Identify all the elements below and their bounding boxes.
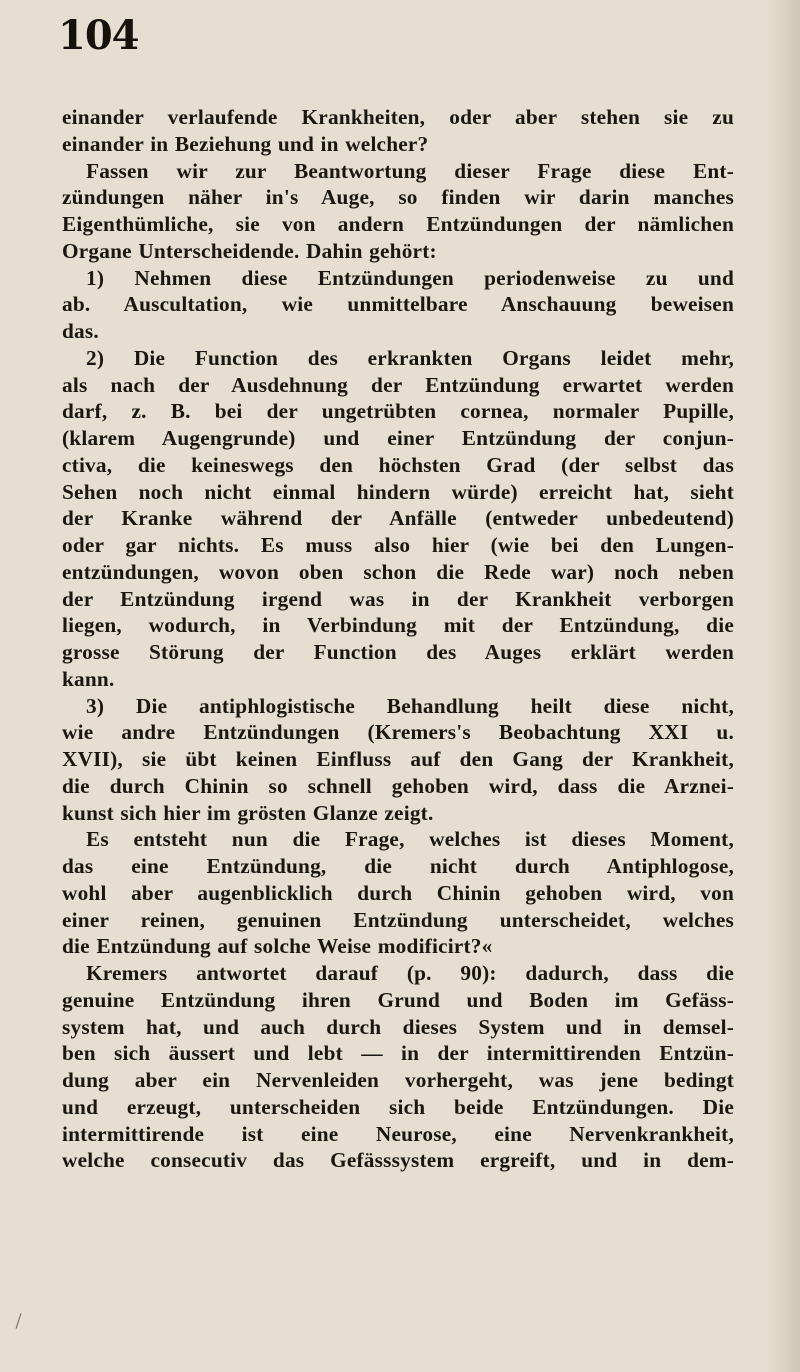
text-line: Es entsteht nun die Frage, welches ist dieses Moment, xyxy=(86,827,734,852)
text-line: die Entzündung auf solche Weise modificirt?« xyxy=(62,934,493,959)
text-line: dung aber ein Nervenleiden vorhergeht, was jene bedingt xyxy=(62,1068,734,1092)
text-line: Kremers antwortet darauf (p. 90): dadurch, dass die xyxy=(86,961,734,985)
text-line: und erzeugt, unterscheiden sich beide Entzündungen. Die xyxy=(62,1094,734,1119)
text-line: einander in Beziehung und in welcher? xyxy=(62,131,429,156)
text-line: wohl aber augenblicklich durch Chinin gehoben wird, von xyxy=(62,880,734,905)
text-line: system hat, und auch durch dieses System und in demsel- xyxy=(62,1014,734,1039)
text-line: kunst sich hier im grösten Glanze zeigt. xyxy=(62,800,434,825)
text-line: 2) Die Function des erkrankten Organs leidet mehr, xyxy=(86,345,734,370)
body-text xyxy=(62,104,734,1174)
text-line: die durch Chinin so schnell gehoben wird, dass die Arznei- xyxy=(62,773,734,798)
text-line: einer reinen, genuinen Entzündung unterscheidet, welches xyxy=(62,907,734,932)
text-line: XVII), sie übt keinen Einfluss auf den Gang der Krankheit, xyxy=(62,747,734,771)
text-line: als nach der Ausdehnung der Entzündung erwartet werden xyxy=(62,372,734,397)
text-line: der Entzündung irgend was in der Krankheit verborgen xyxy=(62,586,734,611)
text-line: ab. Auscultation, wie unmittelbare Anschauung beweisen xyxy=(62,292,734,317)
text-line: wie andre Entzündungen (Kremers's Beobachtung XXI u. xyxy=(62,720,734,745)
text-line: (klarem Augengrunde) und einer Entzündung der conjun- xyxy=(62,426,734,450)
text-line: liegen, wodurch, in Verbindung mit der Entzündung, die xyxy=(62,613,734,638)
text-line: oder gar nichts. Es muss also hier (wie bei den Lungen- xyxy=(62,533,734,557)
page-number: 104 xyxy=(58,12,139,59)
text-line: Fassen wir zur Beantwortung dieser Frage diese Ent- xyxy=(86,158,734,183)
text-line: darf, z. B. bei der ungetrübten cornea, normaler Pupille, xyxy=(62,399,734,424)
text-line: entzündungen, wovon oben schon die Rede war) noch neben xyxy=(62,559,734,584)
text-line: 3) Die antiphlogistische Behandlung heilt diese nicht, xyxy=(86,693,734,718)
text-line: genuine Entzündung ihren Grund und Boden im Gefäss- xyxy=(62,987,734,1012)
text-line: kann. xyxy=(62,666,115,691)
text-line: ctiva, die keineswegs den höchsten Grad (der selbst das xyxy=(62,452,734,477)
text-line: das eine Entzündung, die nicht durch Antiphlogose, xyxy=(62,854,734,878)
text-line: grosse Störung der Function des Auges erklärt werden xyxy=(62,640,734,664)
text-line: intermittirende ist eine Neurose, eine Nervenkrankheit, xyxy=(62,1121,734,1146)
text-line: Sehen noch nicht einmal hindern würde) erreicht hat, sieht xyxy=(62,479,734,504)
text-line: welche consecutiv das Gefässsystem ergreift, und in dem- xyxy=(62,1148,734,1173)
text-line: ben sich äussert und lebt — in der intermittirenden Entzün- xyxy=(62,1041,734,1066)
text-line: zündungen näher in's Auge, so finden wir darin manches xyxy=(62,185,734,210)
page-edge-shadow xyxy=(766,0,800,1372)
text-line: der Kranke während der Anfälle (entweder unbedeutend) xyxy=(62,506,734,531)
text-line: einander verlaufende Krankheiten, oder aber stehen sie zu xyxy=(62,105,734,129)
text-line: Eigenthümliche, sie von andern Entzündungen der nämlichen xyxy=(62,212,734,236)
text-line: das. xyxy=(62,319,99,343)
text-line: Organe Unterscheidende. Dahin gehört: xyxy=(62,238,437,263)
text-line: 1) Nehmen diese Entzündungen periodenweise zu und xyxy=(86,265,734,290)
scan-mark xyxy=(16,1313,22,1329)
